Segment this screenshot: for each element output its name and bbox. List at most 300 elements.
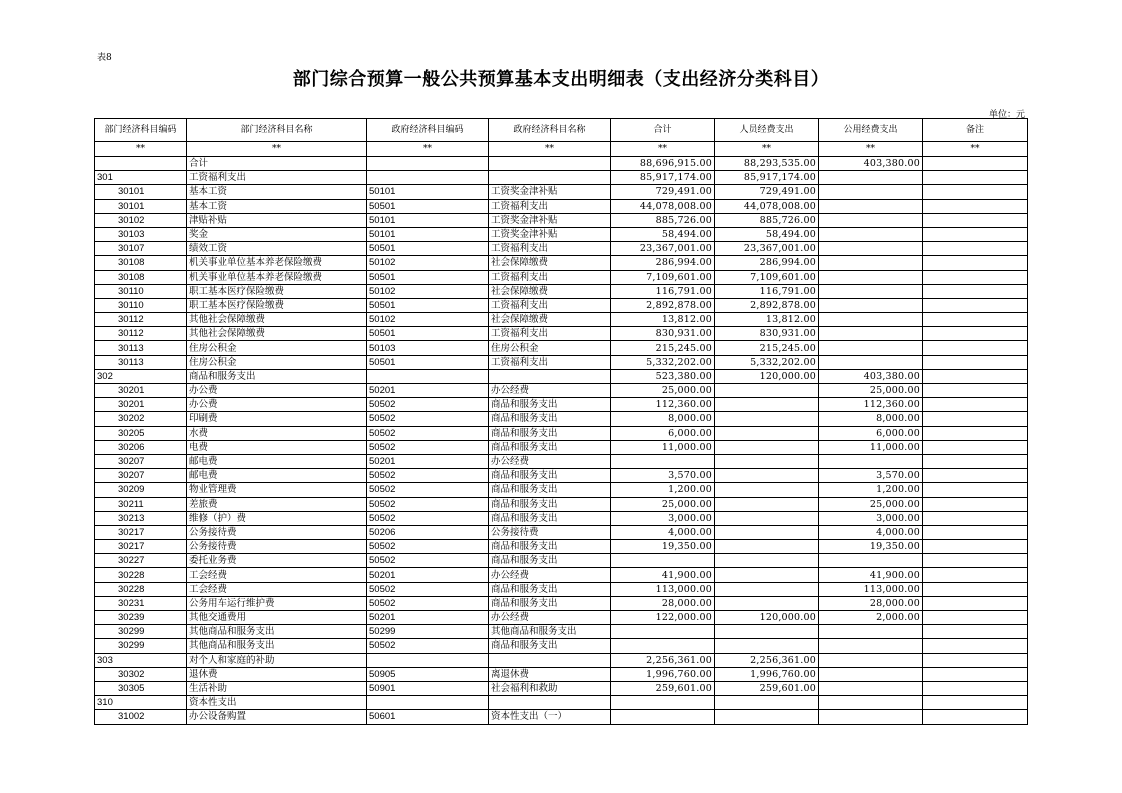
table-row (95, 384, 1028, 398)
cell-public: 112,360.00 (819, 398, 923, 412)
star-cell: ** (95, 142, 187, 157)
cell-dept-name: 差旅费 (187, 497, 367, 511)
cell-personnel: 23,367,001.00 (715, 242, 819, 256)
cell-dept-code: 30217 (95, 540, 187, 554)
cell-note (923, 412, 1028, 426)
cell-gov-name: 办公经费 (489, 454, 611, 468)
table-row (95, 625, 1028, 639)
cell-dept-code: 30202 (95, 412, 187, 426)
cell-note (923, 454, 1028, 468)
cell-gov-code: 50501 (367, 242, 489, 256)
cell-gov-code: 50201 (367, 384, 489, 398)
cell-dept-name: 合计 (187, 157, 367, 171)
cell-public (819, 284, 923, 298)
cell-gov-name: 办公经费 (489, 611, 611, 625)
cell-public: 11,000.00 (819, 440, 923, 454)
table-row (95, 256, 1028, 270)
cell-gov-code: 50101 (367, 227, 489, 241)
cell-gov-code: 50102 (367, 284, 489, 298)
cell-gov-code (367, 653, 489, 667)
table-row (95, 667, 1028, 681)
cell-total: 88,696,915.00 (611, 157, 715, 171)
cell-public (819, 199, 923, 213)
cell-gov-code (367, 696, 489, 710)
cell-note (923, 341, 1028, 355)
star-cell: ** (187, 142, 367, 157)
cell-dept-code: 30201 (95, 398, 187, 412)
cell-gov-code: 50201 (367, 454, 489, 468)
cell-dept-code: 30227 (95, 554, 187, 568)
cell-gov-name: 工资福利支出 (489, 327, 611, 341)
cell-total: 729,491.00 (611, 185, 715, 199)
cell-total (611, 625, 715, 639)
cell-dept-name: 公务接待费 (187, 540, 367, 554)
star-cell: ** (923, 142, 1028, 157)
cell-dept-code: 30110 (95, 298, 187, 312)
cell-dept-code: 30299 (95, 625, 187, 639)
star-cell: ** (819, 142, 923, 157)
cell-total (611, 710, 715, 724)
cell-personnel: 286,994.00 (715, 256, 819, 270)
cell-public (819, 171, 923, 185)
table-row (95, 469, 1028, 483)
cell-dept-name: 公务用车运行维护费 (187, 596, 367, 610)
cell-personnel: 44,078,008.00 (715, 199, 819, 213)
cell-dept-code: 30108 (95, 270, 187, 284)
cell-public (819, 313, 923, 327)
cell-gov-code (367, 157, 489, 171)
cell-dept-name: 工资福利支出 (187, 171, 367, 185)
cell-dept-name: 基本工资 (187, 199, 367, 213)
cell-personnel: 120,000.00 (715, 369, 819, 383)
cell-public (819, 710, 923, 724)
cell-total: 19,350.00 (611, 540, 715, 554)
budget-table (94, 118, 1028, 725)
cell-total: 523,380.00 (611, 369, 715, 383)
cell-personnel (715, 625, 819, 639)
cell-personnel: 1,996,760.00 (715, 667, 819, 681)
cell-gov-name: 资本性支出（一） (489, 710, 611, 724)
cell-dept-code: 30228 (95, 582, 187, 596)
cell-personnel (715, 440, 819, 454)
cell-personnel: 116,791.00 (715, 284, 819, 298)
cell-personnel (715, 511, 819, 525)
cell-note (923, 497, 1028, 511)
cell-dept-name: 其他社会保障缴费 (187, 327, 367, 341)
cell-note (923, 270, 1028, 284)
cell-dept-code: 30211 (95, 497, 187, 511)
table-row (95, 568, 1028, 582)
cell-gov-name: 商品和服务支出 (489, 639, 611, 653)
cell-public: 28,000.00 (819, 596, 923, 610)
cell-gov-code: 50501 (367, 199, 489, 213)
cell-gov-name (489, 696, 611, 710)
cell-dept-code: 302 (95, 369, 187, 383)
cell-dept-name: 公务接待费 (187, 525, 367, 539)
cell-dept-code: 30228 (95, 568, 187, 582)
cell-dept-name: 邮电费 (187, 469, 367, 483)
cell-personnel (715, 412, 819, 426)
table-row (95, 454, 1028, 468)
table-row (95, 540, 1028, 554)
cell-gov-code (367, 369, 489, 383)
cell-note (923, 611, 1028, 625)
cell-public (819, 213, 923, 227)
cell-public: 19,350.00 (819, 540, 923, 554)
cell-public: 6,000.00 (819, 426, 923, 440)
cell-dept-name: 其他社会保障缴费 (187, 313, 367, 327)
table-row (95, 227, 1028, 241)
cell-personnel: 5,332,202.00 (715, 355, 819, 369)
cell-note (923, 157, 1028, 171)
cell-total: 11,000.00 (611, 440, 715, 454)
cell-gov-name: 办公经费 (489, 568, 611, 582)
cell-note (923, 199, 1028, 213)
cell-total: 5,332,202.00 (611, 355, 715, 369)
table-row (95, 412, 1028, 426)
table-row (95, 213, 1028, 227)
cell-gov-name: 商品和服务支出 (489, 582, 611, 596)
cell-total: 8,000.00 (611, 412, 715, 426)
cell-gov-name: 其他商品和服务支出 (489, 625, 611, 639)
cell-total: 113,000.00 (611, 582, 715, 596)
cell-public (819, 185, 923, 199)
cell-dept-name: 职工基本医疗保险缴费 (187, 284, 367, 298)
cell-gov-code: 50502 (367, 639, 489, 653)
cell-public (819, 454, 923, 468)
cell-public: 41,900.00 (819, 568, 923, 582)
cell-total: 116,791.00 (611, 284, 715, 298)
cell-public (819, 554, 923, 568)
cell-public (819, 227, 923, 241)
col-header-public: 公用经费支出 (819, 119, 923, 142)
cell-dept-name: 办公费 (187, 398, 367, 412)
cell-personnel (715, 639, 819, 653)
cell-gov-code: 50502 (367, 582, 489, 596)
table-row (95, 611, 1028, 625)
cell-gov-code: 50502 (367, 554, 489, 568)
cell-note (923, 171, 1028, 185)
cell-gov-code: 50502 (367, 511, 489, 525)
cell-personnel: 830,931.00 (715, 327, 819, 341)
cell-personnel: 88,293,535.00 (715, 157, 819, 171)
cell-gov-code: 50502 (367, 540, 489, 554)
table-row (95, 298, 1028, 312)
table-row (95, 554, 1028, 568)
cell-dept-code: 30207 (95, 469, 187, 483)
cell-public: 8,000.00 (819, 412, 923, 426)
cell-dept-code: 301 (95, 171, 187, 185)
cell-personnel: 259,601.00 (715, 681, 819, 695)
cell-gov-code: 50206 (367, 525, 489, 539)
cell-personnel (715, 525, 819, 539)
cell-total: 1,200.00 (611, 483, 715, 497)
cell-dept-name: 职工基本医疗保险缴费 (187, 298, 367, 312)
cell-personnel (715, 426, 819, 440)
cell-public: 25,000.00 (819, 384, 923, 398)
cell-gov-name: 商品和服务支出 (489, 596, 611, 610)
cell-total: 28,000.00 (611, 596, 715, 610)
cell-total: 830,931.00 (611, 327, 715, 341)
cell-gov-code: 50501 (367, 355, 489, 369)
cell-note (923, 540, 1028, 554)
cell-personnel: 58,494.00 (715, 227, 819, 241)
cell-gov-name: 社会保障缴费 (489, 313, 611, 327)
star-cell: ** (367, 142, 489, 157)
cell-gov-name: 公务接待费 (489, 525, 611, 539)
cell-note (923, 596, 1028, 610)
cell-dept-code: 303 (95, 653, 187, 667)
cell-dept-code: 30103 (95, 227, 187, 241)
cell-gov-name: 社会保障缴费 (489, 284, 611, 298)
cell-note (923, 384, 1028, 398)
table-row (95, 426, 1028, 440)
table-row (95, 511, 1028, 525)
cell-dept-name: 机关事业单位基本养老保险缴费 (187, 256, 367, 270)
cell-public: 25,000.00 (819, 497, 923, 511)
cell-gov-name: 商品和服务支出 (489, 554, 611, 568)
cell-total: 85,917,174.00 (611, 171, 715, 185)
cell-dept-name: 其他交通费用 (187, 611, 367, 625)
cell-gov-code: 50299 (367, 625, 489, 639)
cell-dept-code: 30206 (95, 440, 187, 454)
cell-dept-code: 30302 (95, 667, 187, 681)
table-row (95, 185, 1028, 199)
cell-dept-code: 30112 (95, 313, 187, 327)
cell-gov-name (489, 171, 611, 185)
table-body (95, 142, 1028, 725)
table-row (95, 270, 1028, 284)
cell-note (923, 511, 1028, 525)
cell-note (923, 256, 1028, 270)
cell-note (923, 483, 1028, 497)
cell-gov-code: 50102 (367, 256, 489, 270)
table-row (95, 355, 1028, 369)
column-header-row (95, 119, 1028, 142)
cell-public (819, 625, 923, 639)
cell-note (923, 398, 1028, 412)
cell-gov-name: 社会保障缴费 (489, 256, 611, 270)
cell-note (923, 469, 1028, 483)
cell-dept-code: 30217 (95, 525, 187, 539)
cell-dept-code: 30101 (95, 185, 187, 199)
table-row (95, 369, 1028, 383)
cell-gov-code: 50502 (367, 426, 489, 440)
cell-gov-name: 社会福利和救助 (489, 681, 611, 695)
table-row (95, 681, 1028, 695)
table-row (95, 596, 1028, 610)
cell-note (923, 582, 1028, 596)
cell-total: 122,000.00 (611, 611, 715, 625)
cell-personnel (715, 596, 819, 610)
table-row (95, 653, 1028, 667)
cell-dept-name: 委托业务费 (187, 554, 367, 568)
cell-total: 58,494.00 (611, 227, 715, 241)
cell-total: 2,892,878.00 (611, 298, 715, 312)
star-cell: ** (715, 142, 819, 157)
cell-dept-name: 住房公积金 (187, 341, 367, 355)
cell-dept-name: 基本工资 (187, 185, 367, 199)
cell-gov-code (367, 171, 489, 185)
cell-dept-name: 退休费 (187, 667, 367, 681)
cell-public (819, 355, 923, 369)
cell-total (611, 554, 715, 568)
cell-gov-name: 商品和服务支出 (489, 511, 611, 525)
cell-note (923, 440, 1028, 454)
cell-note (923, 313, 1028, 327)
cell-gov-name (489, 157, 611, 171)
cell-total: 3,570.00 (611, 469, 715, 483)
cell-dept-name: 绩效工资 (187, 242, 367, 256)
cell-gov-code: 50201 (367, 611, 489, 625)
cell-gov-code: 50501 (367, 270, 489, 284)
table-row (95, 582, 1028, 596)
cell-gov-code: 50502 (367, 596, 489, 610)
cell-total: 23,367,001.00 (611, 242, 715, 256)
cell-total: 112,360.00 (611, 398, 715, 412)
cell-dept-code: 30102 (95, 213, 187, 227)
col-header-note: 备注 (923, 119, 1028, 142)
cell-public (819, 327, 923, 341)
cell-note (923, 327, 1028, 341)
cell-dept-name: 其他商品和服务支出 (187, 639, 367, 653)
cell-gov-code: 50502 (367, 469, 489, 483)
cell-public (819, 696, 923, 710)
cell-gov-name: 离退休费 (489, 667, 611, 681)
cell-dept-code: 31002 (95, 710, 187, 724)
cell-note (923, 554, 1028, 568)
cell-dept-name: 奖金 (187, 227, 367, 241)
cell-gov-name: 工资奖金津补贴 (489, 185, 611, 199)
cell-dept-code: 30113 (95, 355, 187, 369)
cell-gov-name: 商品和服务支出 (489, 483, 611, 497)
cell-public (819, 653, 923, 667)
cell-gov-name: 工资福利支出 (489, 270, 611, 284)
cell-dept-code: 30231 (95, 596, 187, 610)
cell-personnel: 215,245.00 (715, 341, 819, 355)
cell-total: 7,109,601.00 (611, 270, 715, 284)
cell-dept-code: 30101 (95, 199, 187, 213)
table-row (95, 440, 1028, 454)
cell-dept-name: 商品和服务支出 (187, 369, 367, 383)
cell-total: 25,000.00 (611, 384, 715, 398)
cell-note (923, 242, 1028, 256)
table-row (95, 313, 1028, 327)
cell-dept-code: 30239 (95, 611, 187, 625)
cell-public (819, 667, 923, 681)
cell-public: 2,000.00 (819, 611, 923, 625)
table-row (95, 696, 1028, 710)
cell-personnel (715, 696, 819, 710)
document-title: 部门综合预算一般公共预算基本支出明细表（支出经济分类科目） (292, 69, 830, 90)
cell-personnel (715, 497, 819, 511)
cell-personnel: 7,109,601.00 (715, 270, 819, 284)
table-row (95, 483, 1028, 497)
cell-personnel: 729,491.00 (715, 185, 819, 199)
cell-public: 3,000.00 (819, 511, 923, 525)
cell-note (923, 185, 1028, 199)
col-header-total: 合计 (611, 119, 715, 142)
cell-personnel: 2,892,878.00 (715, 298, 819, 312)
cell-dept-name: 水费 (187, 426, 367, 440)
cell-personnel (715, 454, 819, 468)
cell-dept-name: 邮电费 (187, 454, 367, 468)
cell-note (923, 298, 1028, 312)
table-row (95, 639, 1028, 653)
cell-public (819, 639, 923, 653)
cell-total: 6,000.00 (611, 426, 715, 440)
cell-gov-name: 工资奖金津补贴 (489, 227, 611, 241)
col-header-personnel: 人员经费支出 (715, 119, 819, 142)
cell-gov-code: 50501 (367, 298, 489, 312)
cell-public: 113,000.00 (819, 582, 923, 596)
table-row (95, 710, 1028, 724)
cell-public: 3,570.00 (819, 469, 923, 483)
cell-personnel (715, 540, 819, 554)
cell-gov-code: 50502 (367, 398, 489, 412)
cell-personnel (715, 384, 819, 398)
cell-note (923, 625, 1028, 639)
cell-note (923, 681, 1028, 695)
cell-personnel (715, 554, 819, 568)
cell-gov-name: 工资奖金津补贴 (489, 213, 611, 227)
cell-public (819, 298, 923, 312)
cell-total: 3,000.00 (611, 511, 715, 525)
cell-gov-code: 50901 (367, 681, 489, 695)
cell-personnel: 85,917,174.00 (715, 171, 819, 185)
cell-dept-code: 30209 (95, 483, 187, 497)
cell-dept-code: 30112 (95, 327, 187, 341)
cell-gov-name: 办公经费 (489, 384, 611, 398)
cell-gov-code: 50502 (367, 412, 489, 426)
cell-gov-name: 工资福利支出 (489, 199, 611, 213)
cell-public: 4,000.00 (819, 525, 923, 539)
table-row (95, 171, 1028, 185)
cell-dept-code: 30207 (95, 454, 187, 468)
cell-gov-code: 50502 (367, 440, 489, 454)
cell-dept-name: 电费 (187, 440, 367, 454)
cell-dept-name: 津贴补贴 (187, 213, 367, 227)
table-row (95, 242, 1028, 256)
cell-total: 13,812.00 (611, 313, 715, 327)
cell-total: 25,000.00 (611, 497, 715, 511)
table-row (95, 341, 1028, 355)
cell-personnel: 120,000.00 (715, 611, 819, 625)
table-row (95, 284, 1028, 298)
table-row (95, 327, 1028, 341)
cell-public (819, 270, 923, 284)
cell-gov-name: 商品和服务支出 (489, 540, 611, 554)
cell-dept-code: 30205 (95, 426, 187, 440)
cell-gov-name (489, 653, 611, 667)
cell-gov-name: 住房公积金 (489, 341, 611, 355)
cell-dept-name: 工会经费 (187, 568, 367, 582)
placeholder-star-row (95, 142, 1028, 157)
cell-dept-code: 30113 (95, 341, 187, 355)
cell-gov-name: 商品和服务支出 (489, 440, 611, 454)
cell-gov-name: 商品和服务支出 (489, 469, 611, 483)
cell-public (819, 341, 923, 355)
cell-note (923, 568, 1028, 582)
cell-personnel (715, 398, 819, 412)
cell-total: 1,996,760.00 (611, 667, 715, 681)
cell-personnel (715, 710, 819, 724)
table-row (95, 157, 1028, 171)
cell-gov-code: 50501 (367, 327, 489, 341)
cell-dept-name: 维修（护）费 (187, 511, 367, 525)
cell-dept-name: 办公设备购置 (187, 710, 367, 724)
cell-dept-code: 30213 (95, 511, 187, 525)
